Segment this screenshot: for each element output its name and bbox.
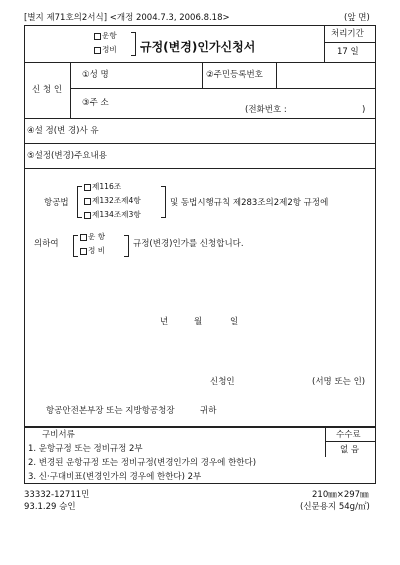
address-label: ③주 소 xyxy=(82,98,109,108)
applicant-section-label: 신 청 인 xyxy=(32,85,63,95)
date-year[interactable]: 년 xyxy=(160,317,169,327)
type-option-maintenance[interactable]: 정 비 xyxy=(80,247,105,255)
divider xyxy=(24,118,376,119)
checkbox-icon[interactable] xyxy=(80,234,87,241)
request-text: 규정(변경)인가를 신청합니다. xyxy=(133,239,244,249)
form-title: 규정(변경)인가신청서 xyxy=(140,40,256,54)
type-option-operations[interactable]: 운 항 xyxy=(80,233,105,241)
checkbox-icon[interactable] xyxy=(94,33,101,40)
documents-header: 구비서류 xyxy=(42,430,75,440)
bracket xyxy=(73,235,78,257)
bracket xyxy=(131,32,136,56)
reason-label: ④설 정(변 경)사 유 xyxy=(27,126,99,136)
paper-size: 210㎜×297㎜ xyxy=(312,490,369,500)
divider xyxy=(24,143,376,144)
applicant-signature-label: 신청인 xyxy=(210,377,235,387)
form-frame xyxy=(24,25,376,427)
bracket xyxy=(77,186,82,218)
option-maintenance[interactable]: 정비 xyxy=(94,46,117,54)
document-item: 1. 운항규정 또는 정비규정 2부 xyxy=(28,444,143,454)
phone-close: ) xyxy=(362,105,366,115)
divider xyxy=(70,62,71,118)
resident-number-label: ②주민등록번호 xyxy=(206,70,263,80)
checkbox-icon[interactable] xyxy=(84,184,91,191)
fee-value: 없 음 xyxy=(340,445,360,455)
content-label: ⑤설정(변경)주요내용 xyxy=(27,151,107,161)
fee-label: 수수료 xyxy=(336,430,361,440)
phone-label: (전화번호 : xyxy=(245,105,287,115)
date-month[interactable]: 월 xyxy=(194,317,203,327)
law-clause-tail: 및 동법시행규칙 제283조의2제2항 규정에 xyxy=(170,198,329,208)
approval-date: 93.1.29 승인 xyxy=(24,502,76,512)
law-option-116[interactable]: 제116조 xyxy=(84,183,121,191)
law-label: 항공법 xyxy=(44,198,69,208)
bracket xyxy=(124,235,129,257)
divider xyxy=(325,441,376,442)
form-code: 33332-12711민 xyxy=(24,490,90,500)
processing-period-label: 처리기간 xyxy=(331,29,364,39)
form-reference: [별지 제71호의2서식] <개정 2004.7.3, 2006.8.18> xyxy=(24,13,230,23)
recipient: 항공안전본부장 또는 지방항공청장 xyxy=(46,406,175,416)
divider xyxy=(324,42,376,43)
checkbox-icon[interactable] xyxy=(84,198,91,205)
divider xyxy=(24,168,376,169)
option-operations[interactable]: 운항 xyxy=(94,32,117,40)
signature-field[interactable]: (서명 또는 인) xyxy=(312,377,366,387)
law-option-134[interactable]: 제134조제3항 xyxy=(84,211,141,219)
bracket xyxy=(161,186,166,218)
divider xyxy=(324,25,325,62)
date-day[interactable]: 일 xyxy=(230,317,239,327)
checkbox-icon[interactable] xyxy=(84,212,91,219)
recipient-suffix: 귀하 xyxy=(200,406,217,416)
by-label: 의하여 xyxy=(34,239,59,249)
checkbox-icon[interactable] xyxy=(80,248,87,255)
paper-type: (신문용지 54g/㎡) xyxy=(300,502,370,512)
law-option-132[interactable]: 제132조제4항 xyxy=(84,197,141,205)
checkbox-icon[interactable] xyxy=(94,47,101,54)
divider xyxy=(325,427,326,457)
processing-period-value: 17 일 xyxy=(337,47,359,57)
side-label: (앞 면) xyxy=(344,13,370,23)
divider xyxy=(70,88,376,89)
divider xyxy=(276,62,277,88)
divider xyxy=(24,62,376,63)
name-label: ①성 명 xyxy=(82,70,109,80)
divider xyxy=(202,62,203,88)
document-item: 3. 신·구대비표(변경인가의 경우에 한한다) 2부 xyxy=(28,472,202,482)
document-item: 2. 변경된 운항규정 또는 정비규정(변경인가의 경우에 한한다) xyxy=(28,458,257,468)
